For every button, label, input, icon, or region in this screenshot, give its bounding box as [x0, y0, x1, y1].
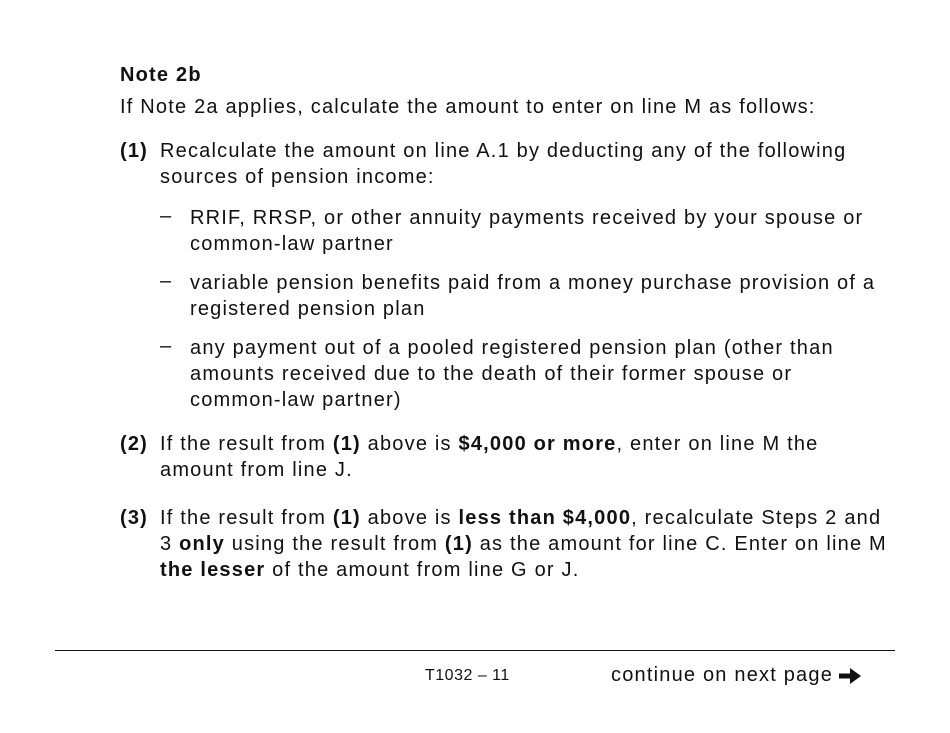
step-2 — [120, 431, 890, 483]
note-intro: If Note 2a applies, calculate the amount to enter on line M as follows: — [120, 96, 816, 118]
note-content — [120, 60, 890, 583]
text-segment: If the result from — [160, 507, 333, 529]
continue-next-page-link[interactable] — [611, 664, 863, 687]
text-segment: , enter on line M the amount from line J. — [160, 433, 819, 481]
bold-segment: the lesser — [160, 559, 266, 581]
step-3 — [120, 505, 890, 583]
text-segment: , recalculate Steps 2 and 3 — [160, 507, 882, 555]
list-item — [160, 205, 890, 257]
text-segment: of the amount from line G or J. — [265, 559, 580, 581]
step-number: (2) — [120, 433, 149, 455]
step-text: Recalculate the amount on line A.1 by deducting any of the following sources of pension income: — [160, 140, 847, 188]
bold-segment: (1) — [332, 507, 361, 529]
step-1 — [120, 138, 890, 413]
bullet-text: any payment out of a pooled registered pension plan (other than amounts received due to the death of their former spouse or common-law partner) — [190, 337, 834, 411]
bullet-dash: – — [160, 205, 173, 227]
text-segment: above is — [360, 507, 459, 529]
step-number: (1) — [120, 140, 149, 162]
bold-segment: only — [179, 533, 226, 555]
note-title: Note 2b — [120, 64, 202, 86]
text-segment: using the result from — [225, 533, 445, 555]
bold-segment: less than $4,000 — [458, 507, 632, 529]
bold-segment: (1) — [444, 533, 473, 555]
bullet-dash: – — [160, 335, 173, 357]
bullet-text: RRIF, RRSP, or other annuity payments received by your spouse or common-law partner — [190, 207, 864, 255]
step-text — [160, 433, 818, 481]
continue-label: continue on next page — [611, 664, 834, 686]
bullet-text: variable pension benefits paid from a money purchase provision of a registered pension plan — [190, 272, 876, 320]
footer-divider — [55, 650, 895, 651]
page-number: T1032 – 11 — [425, 667, 510, 684]
bullet-dash: – — [160, 270, 173, 292]
pension-sources-list — [160, 205, 890, 413]
text-segment: above is — [360, 433, 459, 455]
list-item — [160, 335, 890, 413]
bold-segment: $4,000 or more — [458, 433, 617, 455]
text-segment: as the amount for line C. Enter on line M — [472, 533, 887, 555]
bold-segment: (1) — [332, 433, 361, 455]
step-text — [160, 507, 887, 581]
step-number: (3) — [120, 507, 149, 529]
list-item — [160, 270, 890, 322]
arrow-right-icon — [837, 666, 863, 686]
text-segment: If the result from — [160, 433, 333, 455]
